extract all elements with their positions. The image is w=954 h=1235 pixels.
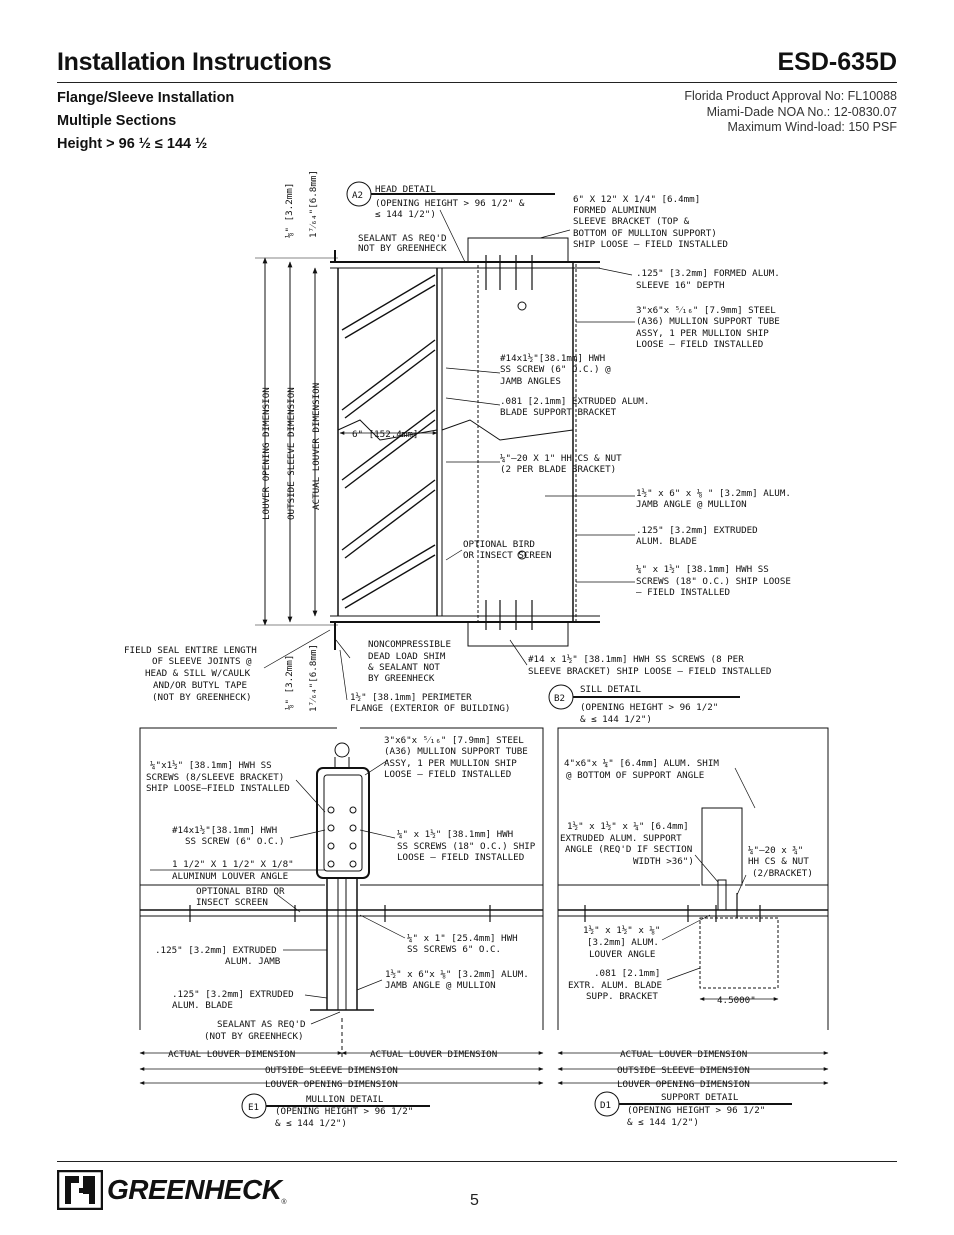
svg-text:≤ 144 1/2"): ≤ 144 1/2") <box>375 209 436 220</box>
svg-text:4"x6"x ¼" [6.4mm] ALUM. SHIM: 4"x6"x ¼" [6.4mm] ALUM. SHIM <box>564 758 719 769</box>
subtitle-height-range: Height > 96 ½ ≤ 144 ½ <box>57 136 208 152</box>
svg-text:.081 [2.1mm]: .081 [2.1mm] <box>594 968 661 979</box>
brand-name: GREENHECK <box>107 1174 282 1205</box>
svg-text:⅛" [3.2mm]: ⅛" [3.2mm] <box>284 182 295 238</box>
svg-text:FIELD SEAL ENTIRE LENGTH: FIELD SEAL ENTIRE LENGTH <box>124 645 257 656</box>
svg-text:B2: B2 <box>554 693 566 704</box>
svg-text:¼" x 1½" [38.1mm] HWH: ¼" x 1½" [38.1mm] HWH <box>397 829 514 840</box>
footer-rule <box>57 1161 897 1162</box>
svg-text:— FIELD INSTALLED: — FIELD INSTALLED <box>636 587 731 598</box>
svg-text:(OPENING HEIGHT > 96 1/2": (OPENING HEIGHT > 96 1/2" <box>275 1106 414 1117</box>
svg-text:ALUM. JAMB: ALUM. JAMB <box>225 956 281 967</box>
subtitle-sections: Multiple Sections <box>57 113 177 129</box>
svg-text:(2/BRACKET): (2/BRACKET) <box>752 868 813 879</box>
svg-text:(OPENING HEIGHT > 96 1/2": (OPENING HEIGHT > 96 1/2" <box>580 702 719 713</box>
svg-text:4.5000": 4.5000" <box>717 995 756 1006</box>
svg-text:ASSY, 1 PER MULLION SHIP: ASSY, 1 PER MULLION SHIP <box>636 328 769 339</box>
svg-text:D1: D1 <box>600 1100 612 1111</box>
svg-text:1⁷⁄₆₄"[6.8mm]: 1⁷⁄₆₄"[6.8mm] <box>308 644 319 712</box>
svg-text:SEALANT AS REQ'D: SEALANT AS REQ'D <box>358 233 447 244</box>
svg-text:BLADE SUPPORT BRACKET: BLADE SUPPORT BRACKET <box>500 407 617 418</box>
svg-text:#14x1½"[38.1mm] HWH: #14x1½"[38.1mm] HWH <box>172 825 278 836</box>
svg-text:LOOSE — FIELD INSTALLED: LOOSE — FIELD INSTALLED <box>636 339 764 350</box>
svg-text:LOUVER OPENING DIMENSION: LOUVER OPENING DIMENSION <box>265 1079 398 1090</box>
svg-text:#14x1½"[38.1mm] HWH: #14x1½"[38.1mm] HWH <box>500 353 606 364</box>
greenheck-logo-icon <box>57 1170 103 1210</box>
svg-text:SCREWS (18" O.C.) SHIP LOOSE: SCREWS (18" O.C.) SHIP LOOSE <box>636 576 791 587</box>
svg-text:ALUM. BLADE: ALUM. BLADE <box>636 536 697 547</box>
svg-text:ANGLE (REQ'D IF SECTION: ANGLE (REQ'D IF SECTION <box>565 844 693 855</box>
svg-text:NOT BY GREENHECK: NOT BY GREENHECK <box>358 243 447 254</box>
svg-text:(NOT BY GREENHECK): (NOT BY GREENHECK) <box>204 1031 304 1042</box>
svg-text:SS SCREW (6" O.C.): SS SCREW (6" O.C.) <box>185 836 285 847</box>
page-number: 5 <box>470 1192 479 1209</box>
svg-text:A2: A2 <box>352 190 364 201</box>
svg-text:1½" [38.1mm] PERIMETER: 1½" [38.1mm] PERIMETER <box>350 692 472 703</box>
registered-mark: ® <box>281 1199 287 1206</box>
svg-text:SHIP LOOSE—FIELD INSTALLED: SHIP LOOSE—FIELD INSTALLED <box>146 783 290 794</box>
subtitle-installation-type: Flange/Sleeve Installation <box>57 90 235 106</box>
svg-text:INSECT SCREEN: INSECT SCREEN <box>196 897 268 908</box>
svg-text:1½" x 6"x ⅛" [3.2mm] ALUM.: 1½" x 6"x ⅛" [3.2mm] ALUM. <box>385 969 529 980</box>
svg-text:MULLION DETAIL: MULLION DETAIL <box>306 1094 384 1105</box>
svg-text:SLEEVE BRACKET (TOP &: SLEEVE BRACKET (TOP & <box>573 216 690 227</box>
svg-text:(OPENING HEIGHT > 96 1/2" &: (OPENING HEIGHT > 96 1/2" & <box>375 198 525 209</box>
svg-text:SS SCREWS (18" O.C.) SHIP: SS SCREWS (18" O.C.) SHIP <box>397 841 536 852</box>
svg-text:¼"x1½" [38.1mm] HWH SS: ¼"x1½" [38.1mm] HWH SS <box>150 760 272 771</box>
svg-text:OUTSIDE SLEEVE DIMENSION: OUTSIDE SLEEVE DIMENSION <box>617 1065 750 1076</box>
svg-text:SLEEVE BRACKET) SHIP LOOSE — F: SLEEVE BRACKET) SHIP LOOSE — FIELD INSTALLED <box>528 666 772 677</box>
svg-text:LOUVER ANGLE: LOUVER ANGLE <box>589 949 656 960</box>
support-detail-labels <box>560 758 813 1128</box>
svg-text:6" X 12" X 1/4" [6.4mm]: 6" X 12" X 1/4" [6.4mm] <box>573 194 701 205</box>
svg-text:BOTTOM OF MULLION SUPPORT): BOTTOM OF MULLION SUPPORT) <box>573 228 717 239</box>
svg-text:OF SLEEVE JOINTS @: OF SLEEVE JOINTS @ <box>152 656 252 667</box>
support-detail-drawing <box>558 728 828 1083</box>
svg-text:ALUMINUM LOUVER ANGLE: ALUMINUM LOUVER ANGLE <box>172 871 289 882</box>
svg-text:ACTUAL LOUVER DIMENSION: ACTUAL LOUVER DIMENSION <box>620 1049 748 1060</box>
svg-text:SUPP. BRACKET: SUPP. BRACKET <box>586 991 658 1002</box>
svg-text:LOOSE — FIELD INSTALLED: LOOSE — FIELD INSTALLED <box>384 769 512 780</box>
sill-detail-labels <box>124 639 771 725</box>
svg-text:ACTUAL LOUVER DIMENSION: ACTUAL LOUVER DIMENSION <box>311 382 322 510</box>
model-number: ESD-635D <box>777 48 897 76</box>
svg-text:6" [152.4mm]: 6" [152.4mm] <box>352 429 419 440</box>
svg-text:EXTRUDED ALUM. SUPPORT: EXTRUDED ALUM. SUPPORT <box>560 833 682 844</box>
svg-text:& SEALANT NOT: & SEALANT NOT <box>368 662 440 673</box>
max-wind-load: Maximum Wind-load: 150 PSF <box>727 120 897 134</box>
svg-text:1 1/2" X 1 1/2" X 1/8": 1 1/2" X 1 1/2" X 1/8" <box>172 859 294 870</box>
svg-text:.125" [3.2mm] EXTRUDED: .125" [3.2mm] EXTRUDED <box>636 525 758 536</box>
svg-text:1½" x 1½" x ¼" [6.4mm]: 1½" x 1½" x ¼" [6.4mm] <box>567 821 689 832</box>
svg-text:1½" x 6" x ⅛ " [3.2mm] ALUM.: 1½" x 6" x ⅛ " [3.2mm] ALUM. <box>636 488 791 499</box>
svg-text:JAMB ANGLES: JAMB ANGLES <box>500 376 561 387</box>
svg-text:WIDTH >36"): WIDTH >36") <box>633 856 694 867</box>
svg-text:@ BOTTOM OF SUPPORT ANGLE: @ BOTTOM OF SUPPORT ANGLE <box>566 770 705 781</box>
svg-text:SEALANT AS REQ'D: SEALANT AS REQ'D <box>217 1019 306 1030</box>
svg-text:FORMED ALUMINUM: FORMED ALUMINUM <box>573 205 656 216</box>
svg-text:[3.2mm] ALUM.: [3.2mm] ALUM. <box>587 937 659 948</box>
miami-dade-noa: Miami-Dade NOA No.: 12-0830.07 <box>706 104 897 119</box>
svg-text:OUTSIDE SLEEVE DIMENSION: OUTSIDE SLEEVE DIMENSION <box>265 1065 398 1076</box>
svg-text:FLANGE (EXTERIOR OF BUILDING): FLANGE (EXTERIOR OF BUILDING) <box>350 703 511 714</box>
svg-text:LOUVER OPENING DIMENSION: LOUVER OPENING DIMENSION <box>617 1079 750 1090</box>
head-detail-labels <box>261 170 791 598</box>
svg-text:ASSY, 1 PER MULLION SHIP: ASSY, 1 PER MULLION SHIP <box>384 758 517 769</box>
svg-text:JAMB ANGLE @ MULLION: JAMB ANGLE @ MULLION <box>385 980 496 991</box>
svg-text:3"x6"x ⁵⁄₁₆" [7.9mm] STEEL: 3"x6"x ⁵⁄₁₆" [7.9mm] STEEL <box>636 305 776 316</box>
svg-text:3"x6"x ⁵⁄₁₆" [7.9mm] STEEL: 3"x6"x ⁵⁄₁₆" [7.9mm] STEEL <box>384 735 524 746</box>
svg-text:SUPPORT DETAIL: SUPPORT DETAIL <box>661 1092 739 1103</box>
svg-text:E1: E1 <box>248 1102 260 1113</box>
svg-text:OR INSECT SCREEN: OR INSECT SCREEN <box>463 550 552 561</box>
svg-text:SHIP LOOSE — FIELD INSTALLED: SHIP LOOSE — FIELD INSTALLED <box>573 239 728 250</box>
page-title: Installation Instructions <box>57 48 332 76</box>
svg-text:(A36) MULLION SUPPORT TUBE: (A36) MULLION SUPPORT TUBE <box>636 316 780 327</box>
svg-text:LOUVER OPENING DIMENSION: LOUVER OPENING DIMENSION <box>261 387 272 520</box>
svg-text:1⁷⁄₆₄"[6.8mm]: 1⁷⁄₆₄"[6.8mm] <box>308 170 319 238</box>
svg-text:SS SCREWS 6" O.C.: SS SCREWS 6" O.C. <box>407 944 502 955</box>
svg-text:SS SCREW (6" O.C.) @: SS SCREW (6" O.C.) @ <box>500 364 611 375</box>
svg-text:1½" x 1½" x ⅛": 1½" x 1½" x ⅛" <box>583 925 661 936</box>
svg-text:& ≤ 144 1/2"): & ≤ 144 1/2") <box>275 1118 347 1129</box>
svg-text:¼" x 1½" [38.1mm] HWH SS: ¼" x 1½" [38.1mm] HWH SS <box>636 564 769 575</box>
svg-text:SLEEVE 16" DEPTH: SLEEVE 16" DEPTH <box>636 280 725 291</box>
svg-text:⅛" [3.2mm]: ⅛" [3.2mm] <box>284 654 295 710</box>
svg-text:.125" [3.2mm] FORMED ALUM.: .125" [3.2mm] FORMED ALUM. <box>636 268 780 279</box>
svg-text:BY GREENHECK: BY GREENHECK <box>368 673 435 684</box>
svg-text:HH CS & NUT: HH CS & NUT <box>748 856 809 867</box>
svg-text:(NOT BY GREENHECK): (NOT BY GREENHECK) <box>152 692 252 703</box>
svg-text:JAMB ANGLE @ MULLION: JAMB ANGLE @ MULLION <box>636 499 747 510</box>
svg-text:SILL DETAIL: SILL DETAIL <box>580 684 641 695</box>
svg-text:& ≤ 144 1/2"): & ≤ 144 1/2") <box>580 714 652 725</box>
svg-text:OPTIONAL BIRD OR: OPTIONAL BIRD OR <box>196 886 285 897</box>
svg-text:¼"–20 X 1" HH CS & NUT: ¼"–20 X 1" HH CS & NUT <box>500 453 622 464</box>
svg-text:HEAD DETAIL: HEAD DETAIL <box>375 184 436 195</box>
svg-text:(A36) MULLION SUPPORT TUBE: (A36) MULLION SUPPORT TUBE <box>384 746 528 757</box>
svg-text:HEAD & SILL W/CAULK: HEAD & SILL W/CAULK <box>145 668 251 679</box>
svg-text:#14 x 1½" [38.1mm] HWH SS SCRE: #14 x 1½" [38.1mm] HWH SS SCREWS (8 PER <box>528 654 744 665</box>
svg-text:SCREWS (8/SLEEVE BRACKET): SCREWS (8/SLEEVE BRACKET) <box>146 772 285 783</box>
svg-text:¼"–20 x ¾": ¼"–20 x ¾" <box>748 845 804 856</box>
florida-approval: Florida Product Approval No: FL10088 <box>684 89 897 103</box>
svg-text:AND/OR BUTYL TAPE: AND/OR BUTYL TAPE <box>153 680 248 691</box>
svg-text:OPTIONAL BIRD: OPTIONAL BIRD <box>463 539 535 550</box>
svg-text:ACTUAL LOUVER DIMENSION: ACTUAL LOUVER DIMENSION <box>168 1049 296 1060</box>
svg-text:LOOSE — FIELD INSTALLED: LOOSE — FIELD INSTALLED <box>397 852 525 863</box>
svg-text:¼" x 1" [25.4mm] HWH: ¼" x 1" [25.4mm] HWH <box>407 933 518 944</box>
svg-text:.125" [3.2mm] EXTRUDED: .125" [3.2mm] EXTRUDED <box>155 945 277 956</box>
svg-text:NONCOMPRESSIBLE: NONCOMPRESSIBLE <box>368 639 451 650</box>
svg-text:DEAD LOAD SHIM: DEAD LOAD SHIM <box>368 651 446 662</box>
svg-text:ALUM. BLADE: ALUM. BLADE <box>172 1000 233 1011</box>
svg-text:OUTSIDE SLEEVE DIMENSION: OUTSIDE SLEEVE DIMENSION <box>286 387 297 520</box>
svg-text:(2 PER BLADE BRACKET): (2 PER BLADE BRACKET) <box>500 464 617 475</box>
svg-text:.081 [2.1mm] EXTRUDED ALUM.: .081 [2.1mm] EXTRUDED ALUM. <box>500 396 650 407</box>
svg-text:ACTUAL LOUVER DIMENSION: ACTUAL LOUVER DIMENSION <box>370 1049 498 1060</box>
greenheck-logo <box>57 1170 287 1210</box>
mullion-detail-labels <box>146 735 536 1129</box>
svg-text:(OPENING HEIGHT > 96 1/2": (OPENING HEIGHT > 96 1/2" <box>627 1105 766 1116</box>
svg-text:.125" [3.2mm] EXTRUDED: .125" [3.2mm] EXTRUDED <box>172 989 294 1000</box>
svg-text:& ≤ 144 1/2"): & ≤ 144 1/2") <box>627 1117 699 1128</box>
svg-text:EXTR. ALUM. BLADE: EXTR. ALUM. BLADE <box>568 980 663 991</box>
